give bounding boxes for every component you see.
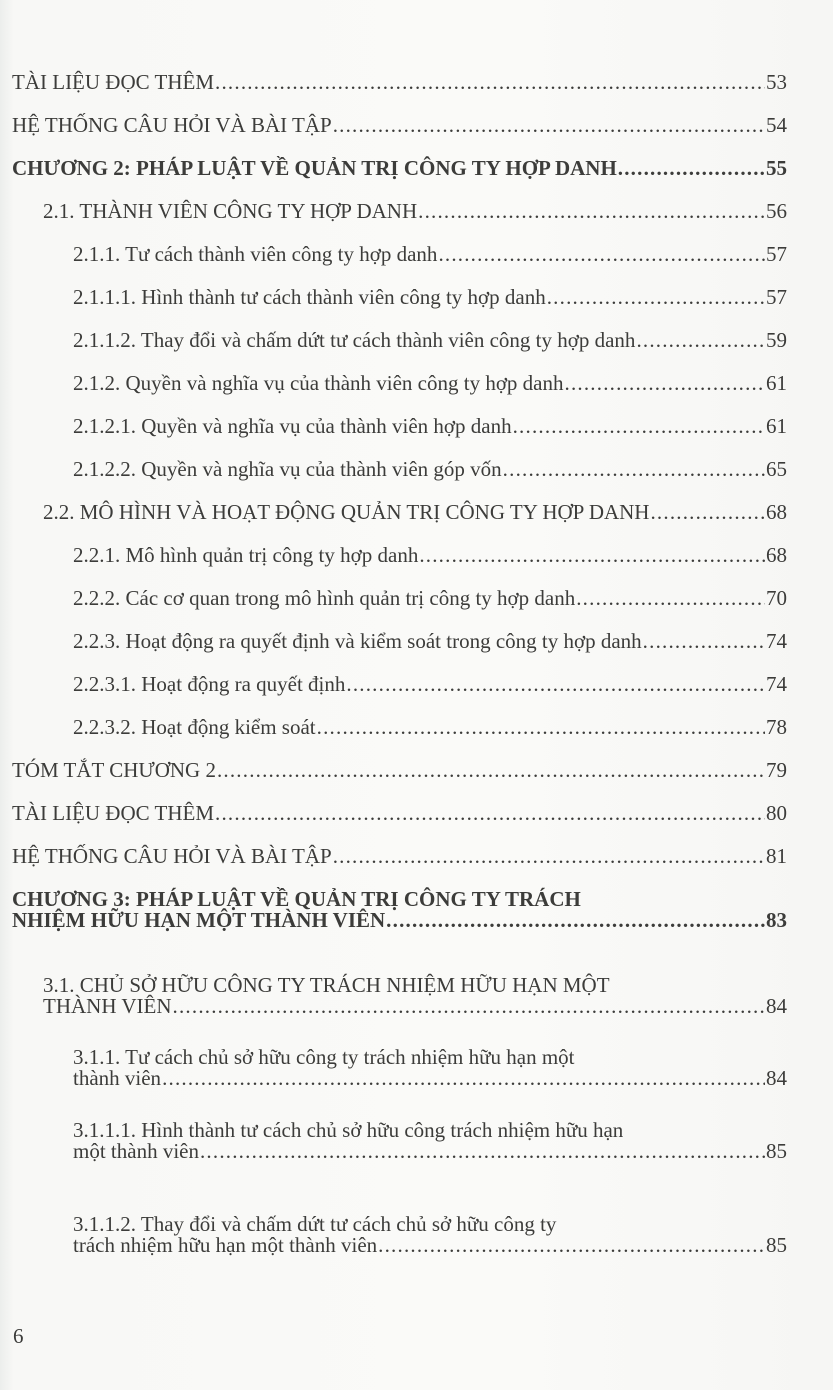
toc-entry-title: HỆ THỐNG CÂU HỎI VÀ BÀI TẬP [12,113,332,137]
toc-entry-line [12,155,787,181]
toc-entry-page-number: 74 [766,672,787,696]
dot-leader [200,1138,765,1164]
toc-entry-page-number: 61 [766,371,787,395]
toc-entry-title: 2.1. THÀNH VIÊN CÔNG TY HỢP DANH [43,199,418,223]
toc-entry-title: 2.1.2.1. Quyền và nghĩa vụ của thành viên hợp danh [73,414,512,438]
toc-entry-title: thành viên [73,1066,162,1090]
toc-entry-title-line1: 3.1.1. Tư cách chủ sở hữu công ty trách nhiệm hữu hạn một [73,1045,575,1069]
toc-entry-page-number: 54 [766,113,787,137]
toc-entry-title: một thành viên [73,1139,199,1163]
toc-entry-page-number: 59 [766,328,787,352]
toc-entry-title: TÀI LIỆU ĐỌC THÊM [12,70,215,94]
toc-entry-line [73,714,787,740]
toc-entry-title: 2.1.2.2. Quyền và nghĩa vụ của thành viên góp vốn [73,457,502,481]
toc-entry-line [12,69,787,95]
toc-entry-title-line1: 3.1. CHỦ SỞ HỮU CÔNG TY TRÁCH NHIỆM HỮU HẠN MỘT [43,973,610,997]
toc-entry-title: trách nhiệm hữu hạn một thành viên [73,1233,378,1257]
toc-entry-title: TÀI LIỆU ĐỌC THÊM [12,801,215,825]
toc-entry-title-line1: 3.1.1.2. Thay đổi và chấm dứt tư cách chủ sở hữu công ty [73,1212,557,1236]
dot-leader [643,628,765,654]
dot-leader [418,198,765,224]
dot-leader [419,542,765,568]
toc-entry-line [73,1232,787,1258]
toc-entry-page-number: 79 [766,758,787,782]
toc-entry-line [73,628,787,654]
dot-leader [217,757,765,783]
toc-entry-page-number: 70 [766,586,787,610]
toc-entry-line [43,198,787,224]
toc-entry-page-number: 61 [766,414,787,438]
page-number: 6 [13,1324,24,1348]
dot-leader [565,370,766,396]
toc-entry-line [73,327,787,353]
toc-entry-page-number: 78 [766,715,787,739]
dot-leader [346,671,765,697]
toc-entry-line [73,456,787,482]
toc-entry-page-number: 65 [766,457,787,481]
toc-entry-title: THÀNH VIÊN [43,994,172,1018]
dot-leader [378,1232,765,1258]
toc-entry-line [12,800,787,826]
toc-entry-page-number: 57 [766,285,787,309]
dot-leader [636,327,765,353]
toc-entry-line [73,370,787,396]
toc-entry-line [73,585,787,611]
dot-leader [547,284,765,310]
toc-entry-line [73,284,787,310]
toc-entry-line [73,1138,787,1164]
toc-entry-line [43,499,787,525]
toc-entry-title-line1: CHƯƠNG 3: PHÁP LUẬT VỀ QUẢN TRỊ CÔNG TY TRÁCH [12,887,581,911]
dot-leader [162,1065,765,1091]
toc-entry-line [43,993,787,1019]
toc-entry-title: 2.1.1.2. Thay đổi và chấm dứt tư cách thành viên công ty hợp danh [73,328,636,352]
dot-leader [503,456,765,482]
toc-entry-title: 2.1.1. Tư cách thành viên công ty hợp danh [73,242,438,266]
toc-entry-line [12,907,787,933]
toc-entry-line [73,413,787,439]
toc-entry-line [12,112,787,138]
toc-entry-title-line1: 3.1.1.1. Hình thành tư cách chủ sở hữu công trách nhiệm hữu hạn [73,1118,624,1142]
dot-leader [333,112,765,138]
toc-entry-title: 2.2.3. Hoạt động ra quyết định và kiểm soát trong công ty hợp danh [73,629,642,653]
dot-leader [215,800,765,826]
toc-entry-page-number: 55 [766,156,787,180]
toc-entry-title: 2.2.3.2. Hoạt động kiểm soát [73,715,316,739]
toc-entry-title: 2.1.1.1. Hình thành tư cách thành viên công ty hợp danh [73,285,546,309]
dot-leader [317,714,765,740]
dot-leader [650,499,765,525]
toc-entry-page-number: 56 [766,199,787,223]
toc-entry-title: HỆ THỐNG CÂU HỎI VÀ BÀI TẬP [12,844,332,868]
toc-entry-page-number: 83 [766,908,787,932]
dot-leader [173,993,765,1019]
dot-leader [438,241,765,267]
toc-entry-title: 2.2.3.1. Hoạt động ra quyết định [73,672,346,696]
toc-entry-page-number: 81 [766,844,787,868]
toc-entry-line [73,241,787,267]
toc-entry-line [73,671,787,697]
toc-entry-title: 2.1.2. Quyền và nghĩa vụ của thành viên công ty hợp danh [73,371,564,395]
toc-entry-page-number: 68 [766,500,787,524]
toc-entry-title: CHƯƠNG 2: PHÁP LUẬT VỀ QUẢN TRỊ CÔNG TY HỢP DANH [12,156,617,180]
toc-entry-title: TÓM TẮT CHƯƠNG 2 [12,758,216,782]
toc-entry-page-number: 85 [766,1139,787,1163]
dot-leader [333,843,765,869]
dot-leader [618,155,765,181]
toc-entry-page-number: 57 [766,242,787,266]
toc-entry-line [12,757,787,783]
toc-entry-title: 2.2. MÔ HÌNH VÀ HOẠT ĐỘNG QUẢN TRỊ CÔNG TY HỢP DANH [43,500,650,524]
toc-entry-page-number: 68 [766,543,787,567]
toc-entry-page-number: 85 [766,1233,787,1257]
toc-entry-line [73,542,787,568]
toc-entry-page-number: 84 [766,1066,787,1090]
toc-entry-title: NHIỆM HỮU HẠN MỘT THÀNH VIÊN [12,908,386,932]
toc-entry-line [73,1065,787,1091]
toc-entry-title: 2.2.2. Các cơ quan trong mô hình quản trị công ty hợp danh [73,586,576,610]
toc-entry-page-number: 84 [766,994,787,1018]
dot-leader [386,907,765,933]
dot-leader [513,413,765,439]
dot-leader [576,585,765,611]
toc-entry-line [12,843,787,869]
toc-entry-page-number: 80 [766,801,787,825]
toc-entry-page-number: 53 [766,70,787,94]
toc-entry-page-number: 74 [766,629,787,653]
toc-entry-title: 2.2.1. Mô hình quản trị công ty hợp danh [73,543,419,567]
dot-leader [215,69,765,95]
